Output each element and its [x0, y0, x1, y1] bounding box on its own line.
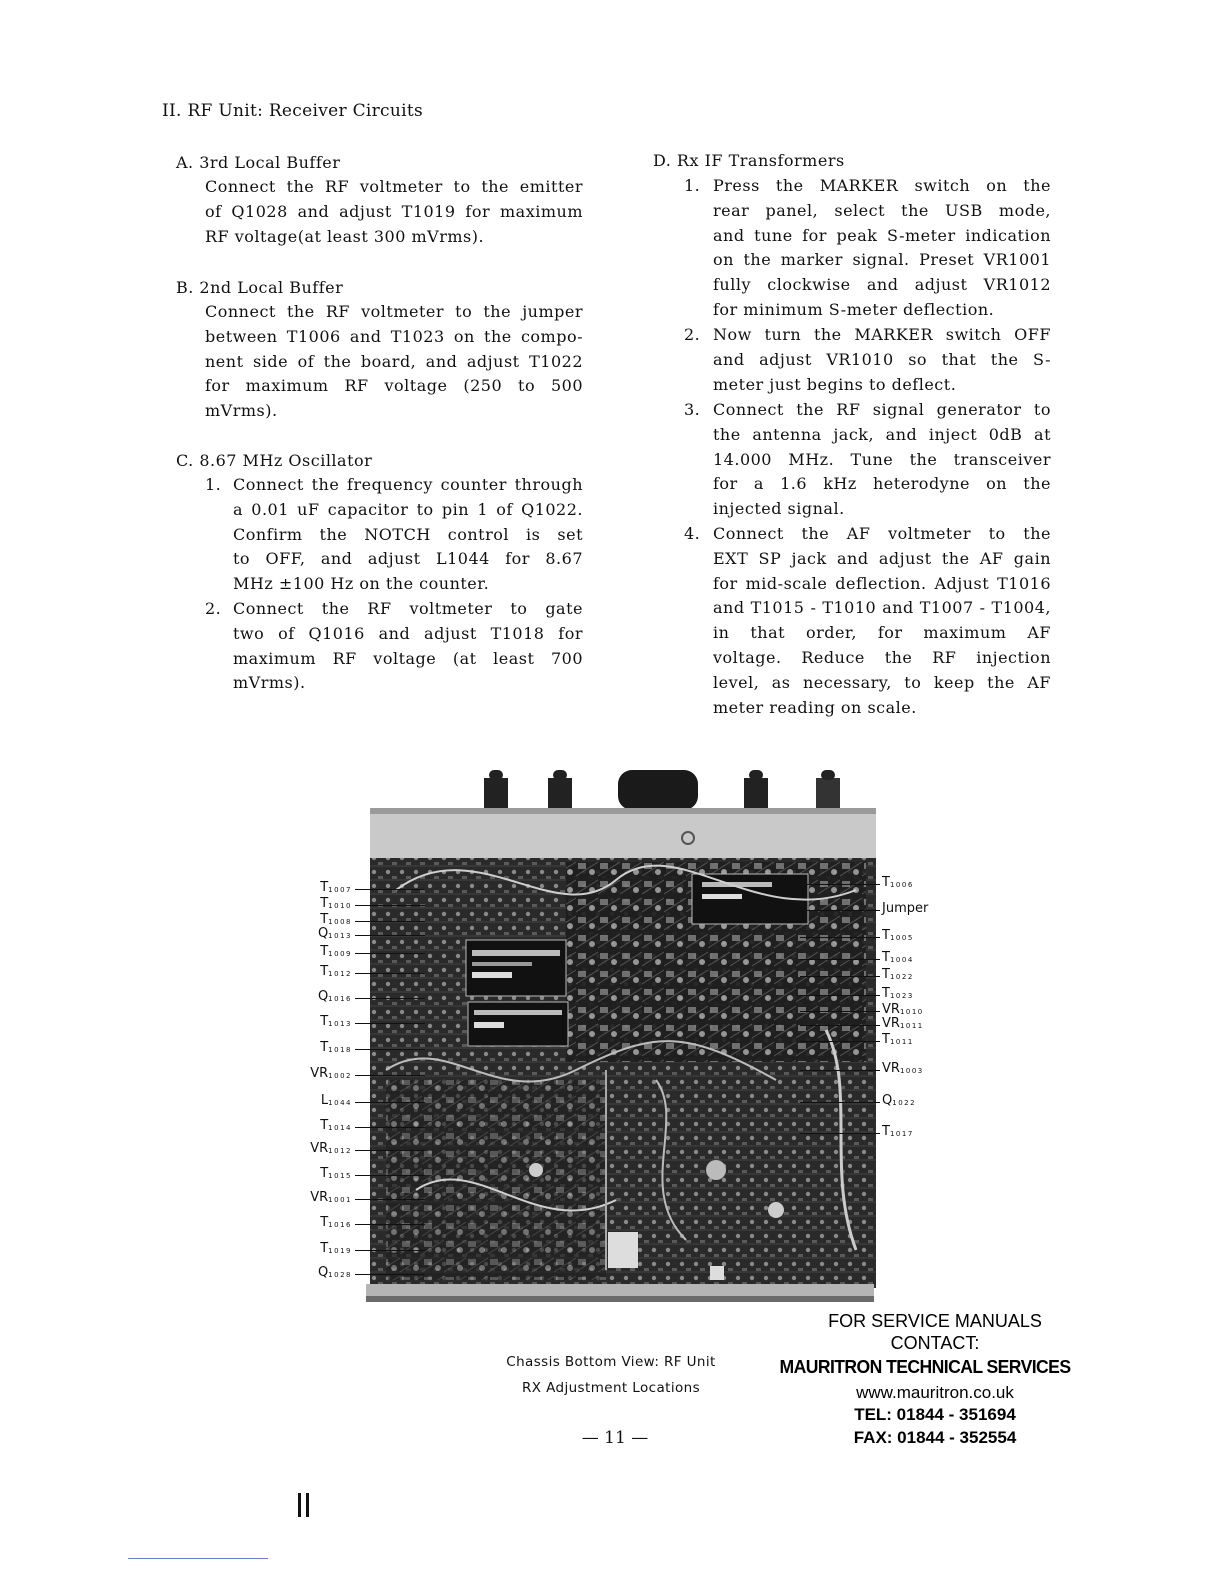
text-line: for minimum S-meter deflection.	[713, 299, 995, 319]
text-line: Connect the RF voltmeter to gate	[233, 599, 583, 618]
section-a-heading: A. 3rd Local Buffer	[176, 153, 341, 172]
leader-line	[355, 1274, 425, 1275]
callout-subscript: 1013	[328, 932, 352, 940]
callout-prefix: T	[882, 928, 890, 943]
leader-line	[800, 959, 880, 960]
leader-line	[355, 921, 425, 922]
leader-line	[355, 998, 425, 999]
contact-web: www.mauritron.co.uk	[856, 1383, 1014, 1402]
callout-prefix: Jumper	[882, 901, 929, 916]
callout-prefix: T	[320, 964, 329, 979]
callout-subscript: 1011	[899, 1022, 924, 1030]
section-d-item-3	[713, 398, 1051, 522]
callout-label	[320, 1014, 352, 1029]
item-number: 1.	[205, 475, 222, 494]
leader-line	[355, 1102, 425, 1103]
callout-label	[320, 1040, 352, 1055]
callout-label	[882, 1032, 914, 1047]
callout-label	[321, 1093, 352, 1108]
leader-line	[355, 935, 425, 936]
text-line: MHz ±100 Hz on the counter.	[233, 574, 490, 594]
callout-label	[310, 1190, 352, 1205]
section-d-heading: D. Rx IF Transformers	[653, 151, 845, 170]
text-line: for mid-scale deflection. Adjust T1016	[713, 573, 1051, 593]
text-line: and tune for peak S-meter indication	[713, 225, 1051, 245]
leader-line	[800, 910, 880, 911]
scan-mark	[298, 1493, 301, 1517]
callout-subscript: 1044	[328, 1099, 352, 1107]
callout-prefix: T	[320, 1040, 329, 1055]
leader-line	[800, 976, 880, 977]
callout-label	[320, 1166, 352, 1181]
contact-tel: TEL: 01844 - 351694	[854, 1405, 1016, 1424]
callout-subscript: 1012	[328, 1147, 352, 1155]
callout-label	[320, 1241, 352, 1256]
callout-subscript: 1002	[328, 1072, 352, 1080]
callout-label	[882, 875, 914, 890]
callout-subscript: 1009	[328, 950, 352, 958]
leader-line	[355, 1150, 425, 1151]
callout-prefix: T	[320, 880, 329, 895]
callout-label	[318, 926, 352, 941]
callout-label	[882, 1002, 924, 1017]
callout-subscript: 1017	[889, 1130, 914, 1138]
text-line: between T1006 and T1023 on the compo-	[205, 326, 583, 346]
text-line: Connect the RF voltmeter to the emitter	[205, 177, 583, 196]
contact-company: MAURITRON TECHNICAL SERVICES	[779, 1356, 1071, 1377]
text-line: level, as necessary, to keep the AF	[713, 672, 1051, 692]
callout-subscript: 1028	[328, 1271, 352, 1279]
callout-prefix: Q	[317, 1265, 329, 1280]
text-line: Confirm the NOTCH control is set	[233, 524, 583, 544]
callout-subscript: 1019	[328, 1247, 352, 1255]
callout-label	[310, 1066, 352, 1081]
callout-prefix: VR	[310, 1190, 329, 1205]
callout-prefix: T	[882, 986, 890, 1001]
callout-subscript: 1003	[899, 1067, 924, 1075]
leader-line	[355, 889, 425, 890]
text-line: a 0.01 uF capacitor to pin 1 of Q1022.	[233, 499, 583, 519]
text-line: nent side of the board, and adjust T1022	[205, 351, 583, 371]
section-c-item-2	[233, 597, 583, 696]
callout-prefix: T	[320, 1166, 329, 1181]
callout-subscript: 1012	[328, 970, 352, 978]
text-line: to OFF, and adjust L1044 for 8.67	[233, 549, 583, 569]
scan-mark	[306, 1493, 309, 1517]
leader-line	[355, 1224, 425, 1225]
text-line: Connect the RF signal generator to	[713, 400, 1051, 419]
callout-subscript: 1005	[889, 934, 914, 942]
callout-label	[882, 1061, 924, 1076]
section-d-item-2	[713, 323, 1051, 397]
leader-line	[355, 1075, 425, 1076]
callout-label	[882, 1016, 924, 1031]
page-number: — 11 —	[581, 1428, 649, 1448]
section-d-item-4	[713, 522, 1051, 720]
callout-prefix: T	[320, 1241, 329, 1256]
text-line: Connect the AF voltmeter to the	[713, 524, 1051, 543]
callout-prefix: VR	[882, 1016, 900, 1031]
leader-line	[800, 1102, 880, 1103]
callout-label	[320, 1118, 352, 1133]
section-c-heading: C. 8.67 MHz Oscillator	[176, 451, 373, 470]
leader-line	[800, 1025, 880, 1026]
leader-line	[800, 1070, 880, 1071]
leader-line	[355, 1049, 425, 1050]
text-line: two of Q1016 and adjust T1018 for	[233, 623, 583, 643]
callout-label	[320, 944, 352, 959]
callout-subscript: 1007	[328, 886, 352, 894]
leader-line	[355, 1023, 425, 1024]
contact-line-2: CONTACT:	[890, 1333, 980, 1353]
callout-prefix: T	[882, 1032, 890, 1047]
text-line: and adjust VR1010 so that the S-	[713, 349, 1051, 369]
callout-prefix: T	[882, 1124, 890, 1139]
leader-line	[800, 1133, 880, 1134]
callout-subscript: 1010	[328, 902, 352, 910]
callout-subscript: 1010	[899, 1008, 924, 1016]
callout-prefix: T	[882, 875, 890, 890]
figure-caption-line-1: Chassis Bottom View: RF Unit	[506, 1354, 716, 1370]
callout-subscript: 1011	[889, 1038, 914, 1046]
text-line: maximum RF voltage (at least 700	[233, 648, 583, 668]
callout-subscript: 1018	[328, 1046, 352, 1054]
text-line: Connect the RF voltmeter to the jumper	[205, 302, 583, 321]
text-line: the antenna jack, and inject 0dB at	[713, 424, 1051, 444]
text-line: voltage. Reduce the RF injection	[713, 647, 1051, 667]
callout-prefix: T	[320, 896, 329, 911]
callout-subscript: 1014	[328, 1124, 352, 1132]
callout-prefix: L	[320, 1093, 329, 1108]
item-number: 4.	[684, 524, 701, 543]
callout-label	[882, 1093, 916, 1108]
item-number: 2.	[684, 325, 701, 344]
leader-line	[800, 1011, 880, 1012]
text-line: Press the MARKER switch on the	[713, 176, 1051, 195]
callout-label	[882, 986, 914, 1001]
callout-prefix: VR	[310, 1066, 329, 1081]
callout-subscript: 1001	[328, 1196, 352, 1204]
leader-line	[355, 1175, 425, 1176]
section-b-heading: B. 2nd Local Buffer	[176, 278, 344, 297]
leader-line	[355, 905, 425, 906]
contact-fax: FAX: 01844 - 352554	[853, 1428, 1017, 1447]
callout-prefix: T	[320, 944, 329, 959]
callout-label	[320, 896, 352, 911]
text-line: Now turn the MARKER switch OFF	[713, 325, 1051, 344]
callout-prefix: Q	[317, 989, 329, 1004]
callout-prefix: T	[882, 967, 890, 982]
scan-rule	[128, 1558, 268, 1559]
callout-prefix: T	[320, 912, 329, 927]
leader-line	[355, 973, 425, 974]
section-c-item-1	[233, 473, 583, 597]
callout-label	[320, 1215, 352, 1230]
text-line: for a 1.6 kHz heterodyne on the	[713, 474, 1051, 494]
callout-prefix: T	[320, 1014, 329, 1029]
callout-label	[318, 1265, 352, 1280]
callout-prefix: Q	[882, 1093, 893, 1108]
text-line: of Q1028 and adjust T1019 for maximum	[205, 201, 583, 221]
text-line: for maximum RF voltage (250 to 500	[205, 376, 583, 396]
leader-line	[800, 995, 880, 996]
leader-line	[355, 1127, 425, 1128]
callout-label	[882, 967, 914, 982]
callout-subscript: 1016	[328, 995, 352, 1003]
callout-label	[882, 901, 928, 916]
callout-label	[318, 989, 352, 1004]
section-title: II. RF Unit: Receiver Circuits	[162, 101, 424, 121]
item-number: 3.	[684, 400, 701, 419]
text-line: mVrms).	[233, 673, 306, 693]
contact-line-1: FOR SERVICE MANUALS	[828, 1311, 1042, 1331]
item-number: 1.	[684, 176, 701, 195]
callout-subscript: 1015	[328, 1172, 352, 1180]
leader-line	[355, 1199, 425, 1200]
chassis-photo	[356, 770, 880, 1316]
callout-label	[882, 950, 914, 965]
section-d-item-1	[713, 174, 1051, 323]
callout-subscript: 1006	[889, 881, 914, 889]
callout-prefix: T	[882, 950, 890, 965]
text-line: RF voltage(at least 300 mVrms).	[205, 226, 485, 246]
callout-subscript: 1013	[328, 1020, 352, 1028]
callout-subscript: 1022	[889, 973, 914, 981]
text-line: Connect the frequency counter through	[233, 475, 583, 494]
text-line: fully clockwise and adjust VR1012	[713, 275, 1051, 295]
item-number: 2.	[205, 599, 222, 618]
callout-prefix: T	[320, 1215, 329, 1230]
text-line: injected signal.	[713, 499, 845, 519]
leader-line	[800, 884, 880, 885]
text-line: and T1015 - T1010 and T1007 - T1004,	[713, 598, 1051, 618]
callout-subscript: 1016	[328, 1221, 352, 1229]
callout-subscript: 1023	[889, 992, 914, 1000]
callout-label	[320, 880, 352, 895]
callout-label	[882, 1124, 914, 1139]
callout-label	[310, 1141, 352, 1156]
callout-prefix: VR	[310, 1141, 329, 1156]
leader-line	[800, 1041, 880, 1042]
text-line: rear panel, select the USB mode,	[713, 200, 1051, 220]
callout-label	[320, 964, 352, 979]
callout-prefix: VR	[882, 1002, 900, 1017]
section-b-body	[205, 300, 583, 424]
leader-line	[355, 953, 425, 954]
callout-subscript: 1022	[892, 1099, 917, 1107]
text-line: on the marker signal. Preset VR1001	[713, 250, 1051, 270]
leader-line	[355, 1250, 425, 1251]
text-line: in that order, for maximum AF	[713, 623, 1051, 643]
text-line: meter just begins to deflect.	[713, 374, 957, 394]
text-line: meter reading on scale.	[713, 697, 917, 717]
text-line: 14.000 MHz. Tune the transceiver	[713, 449, 1051, 469]
callout-prefix: T	[320, 1118, 329, 1133]
callout-label	[882, 928, 914, 943]
callout-prefix: Q	[317, 926, 329, 941]
callout-subscript: 1008	[328, 918, 352, 926]
callout-label	[320, 912, 352, 927]
section-a-body	[205, 175, 583, 249]
text-line: EXT SP jack and adjust the AF gain	[713, 548, 1051, 568]
figure-caption-line-2: RX Adjustment Locations	[521, 1380, 701, 1396]
leader-line	[800, 937, 880, 938]
text-line: mVrms).	[205, 401, 278, 421]
callout-prefix: VR	[882, 1061, 900, 1076]
callout-subscript: 1004	[889, 956, 914, 964]
